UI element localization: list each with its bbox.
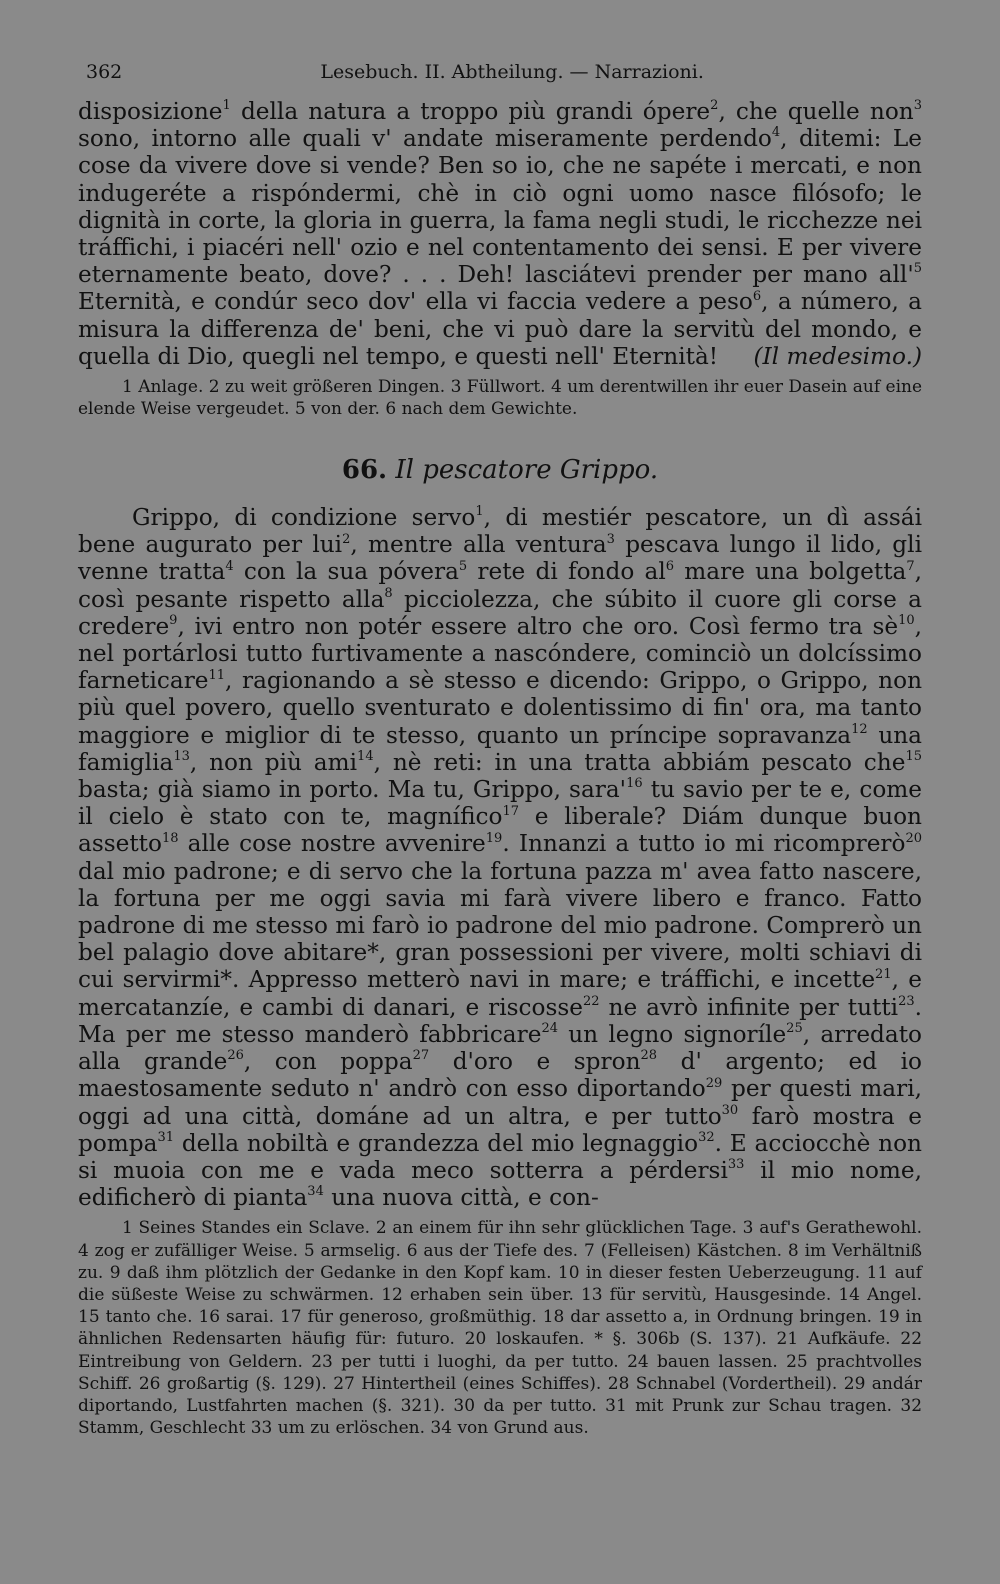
section-heading [78,454,922,486]
footnote-item: * §. 306b (S. 137). [594,1329,767,1350]
note-ref: 3 [606,531,615,547]
text-run: , di mestiér pescatore, un dì assái bene augurato per lui [78,504,922,559]
text-run: , ragionando a sè stesso e dicendo: Grippo, o Grippo, non più quel povero, quello sventurato e dolentissimo di fin' ora, ma tanto maggiore e miglior di te stesso, quanto un príncipe sopravanza [78,667,922,749]
story-paragraph [78,504,922,1211]
footnote-item: 23 per tutti i luoghi, da per tutto. [311,1351,619,1372]
note-ref: 31 [157,1129,175,1145]
note-ref: 15 [905,749,922,765]
footnote-item: 3 auf's Gerathewohl. [742,1218,923,1239]
note-ref: 7 [906,558,915,574]
note-ref: 9 [169,613,178,629]
text-run: . Ma per me stesso manderò fabbricare [78,993,922,1048]
note-ref: 21 [875,966,892,982]
text-run: , ditemi: Le cose da vivere dove si vende? Ben so io, che ne sapéte i mercati, e non indugeréte a rispóndermi, chè in ciò ogni uomo nasce filósofo; le dignità in corte, la gloria in guerra, la fama negli studi, le ricchezze nei tráffichi, i piacéri nell' ozio e nel contentamento dei sensi. E per vivere eternamente beato, dove? . . . Deh! lasciátevi prender per mano all' [78,125,922,289]
footnote-item: 31 mit Prunk zur Schau tragen. [605,1395,893,1416]
note-ref: 13 [173,749,190,765]
text-run: , con poppa [243,1048,413,1076]
footnote-item: 16 sarai. [198,1307,275,1328]
section-title: Il pescatore Grippo. [395,455,659,486]
footnote-item: 9 daß ihm plötzlich der Gedanke in den Kopf kam. [109,1262,552,1283]
note-ref: 4 [771,125,781,141]
note-ref: 18 [161,830,179,846]
text-run: , così pesante rispetto alla [78,558,922,613]
note-ref: 17 [502,803,520,819]
note-ref: 8 [384,585,393,601]
note-ref: 24 [541,1021,558,1037]
note-ref: 1 [222,98,231,114]
footnote-item: 10 in dieser festen Ueberzeugung. [557,1262,861,1283]
note-ref: 28 [640,1048,658,1064]
footnote-item: 19 in ähnlichen Redensarten häufig für: futuro. [78,1307,923,1350]
text-run: Grippo, di condizione servo [132,504,476,532]
footnotes [78,1217,922,1439]
note-ref: 19 [485,830,503,846]
note-ref: 27 [412,1048,430,1064]
footnote-item: 7 (Felleisen) Kästchen. [583,1240,783,1261]
text-run: una nuova città, e con- [323,1184,599,1212]
footnote-item: 29 andár diportando, Lustfahrten machen (§. 321). [78,1373,923,1416]
text-run: . E acciocchè non si muoia con me e vada meco sotterra a pérdersi [78,1129,922,1184]
text-run: e liberale? Diám dunque buon assetto [78,803,922,858]
text-run: pescava lungo il lido, gli venne tratta [78,531,922,586]
text-run: della nobiltà e grandezza del mio legnaggio [174,1129,699,1157]
note-ref: 20 [905,830,923,846]
note-ref: 1 [475,504,484,520]
text-run: farò mostra e pompa [78,1102,922,1157]
text-run: rete di fondo al [467,558,666,586]
note-ref: 4 [225,558,234,574]
footnote-item: 33 um zu erlöschen. [250,1418,425,1439]
note-ref: 6 [752,288,762,304]
note-item: 2 zu weit größeren Dingen. [208,377,446,398]
text-run: disposizione [78,98,223,125]
note-ref: 6 [665,558,675,574]
footnote-item: 13 für servitù, Hausgesinde. [580,1284,832,1305]
text-run: . Innanzi a tutto io mi ricomprerò [502,830,906,858]
text-run: una famiglia [78,721,923,776]
footnote-item: 15 tanto che. [78,1307,193,1328]
footnote-item: 18 dar assetto a, in Ordnung bringen. [542,1307,873,1328]
note-ref: 29 [705,1075,723,1091]
footnote-item: 27 Hintertheil (eines Schiffes). [333,1373,602,1394]
text-run: per questi mari, oggi ad una città, dománe ad un altra, e per tutto [78,1075,922,1130]
text-run: Eternità, e condúr seco dov' ella vi faccia vedere a peso [78,288,753,316]
note-item: 6 nach dem Gewichte. [385,399,578,420]
footnote-item: 5 armselig. [303,1240,401,1261]
note-ref: 16 [626,776,643,792]
text-run: della natura a troppo più grandi ópere [230,98,711,125]
note-ref: 5 [458,558,468,574]
footnote-item: 11 auf die süßeste Weise zu schwärmen. [78,1262,922,1305]
note-ref: 22 [583,993,600,1009]
footnote-item: 21 Aufkäufe. [776,1329,891,1350]
note-ref: 10 [898,613,915,629]
footnote-item: 17 für generoso, großmüthig. [279,1307,537,1328]
footnote-item: 22 Eintreibung von Geldern. [78,1329,923,1372]
footnote-item: 24 bauen lassen. [627,1351,778,1372]
running-title: Lesebuch. II. Abtheilung. — Narrazioni. [320,61,704,83]
footnote-item: 20 loskaufen. [464,1329,585,1350]
text-run: d'oro e spron [429,1048,641,1076]
note-ref: 3 [913,98,922,114]
text-run: il mio nome, edificherò di pianta [78,1156,923,1212]
running-header [78,60,922,84]
footnote-item: 8 im Verhältniß zu. [78,1240,922,1283]
note-item: 1 Anlage. [122,377,204,398]
text-run: con la sua póvera [233,558,459,586]
note-ref: 2 [710,98,719,114]
note-ref: 2 [342,531,351,547]
text-run: picciolezza, che súbito il cuore gli corse a credere [78,585,922,640]
top-notes [78,376,922,420]
note-ref: 32 [698,1129,715,1145]
text-run: dal mio padrone; e di servo che la fortuna pazza m' avea fatto nascere, la fortuna per me oggi savia mi farà vivere libero e franco. Fatto padrone di me stesso mi farò io padrone del mio padrone. Comprerò un bel palagio dove abitare*, gran possessioni per vivere, molti schiavi di cui servirmi*. Appresso metterò navi in mare; e tráffichi, e incette [78,857,922,994]
footnote-item: 1 Seines Standes ein Sclave. [122,1218,371,1239]
footnote-item: 30 da per tutto. [453,1395,597,1416]
text-run: un legno signoríle [557,1020,787,1048]
text-run: tu savio per te e, come il cielo è stato con te, magnífico [78,776,922,831]
text-run: , nè reti: in una tratta abbiám pescato che [373,748,906,776]
section-number: 66. [341,455,388,486]
note-ref: 12 [851,721,868,737]
footnote-item: 28 Schnabel (Vordertheil). [607,1373,838,1394]
text-run: , non più ami [189,748,358,776]
footnote-item: 32 Stamm, Geschlecht [78,1395,923,1439]
text-run: alle cose nostre avvenire [178,830,486,858]
note-ref: 11 [208,667,226,683]
text-run: d' argento; ed io maestosamente seduto n' andrò con esso diportando [78,1048,923,1103]
text-run: sono, intorno alle quali v' andate miseramente perdendo [78,125,772,153]
footnote-item: 25 prachtvolles Schiff. [78,1351,923,1394]
text-run: , che quelle non [718,98,914,125]
note-ref: 14 [357,749,374,765]
page-number: 362 [86,61,123,83]
footnote-item: 14 Angel. [838,1284,923,1305]
footnote-item: 4 zog er zufälliger Weise. [78,1240,298,1261]
attribution: (Il medesimo.) [753,342,922,370]
note-item: 3 Füllwort. [450,377,546,398]
text-run: basta; già siamo in porto. Ma tu, Grippo, sara' [78,776,627,804]
text-run: ne avrò infinite per tutti [599,993,899,1021]
text-run: mare una bolgetta [674,558,907,586]
footnote-item: 12 erhaben sein über. [381,1284,574,1305]
note-ref: 23 [898,993,915,1009]
note-ref: 5 [913,261,922,277]
note-ref: 25 [786,1021,803,1037]
note-item: 4 um derentwillen ihr euer Dasein auf eine elende Weise vergeudet. [78,377,923,420]
footnote-item: 26 großartig (§. 129). [138,1373,327,1394]
top-paragraph [78,98,922,370]
footnote-item: 2 an einem für ihn sehr glücklichen Tage. [375,1218,737,1239]
note-ref: 30 [721,1102,739,1118]
note-item: 5 von der. [294,399,380,420]
text-run: , e mercatanzíe, e cambi di danari, e riscosse [78,966,923,1021]
note-ref: 33 [727,1157,745,1173]
text-run: , mentre alla ventura [350,531,607,559]
text-run: , a número, a misura la differenza de' beni, che vi può dare la servitù del mondo, e quella di Dio, quegli nel tempo, e questi nell' Eternità! [78,288,922,370]
footnote-item: 34 von Grund aus. [430,1418,589,1439]
text-run: , arredato alla grande [78,1020,922,1076]
footnote-item: 6 aus der Tiefe des. [406,1240,579,1261]
text-run: , ivi entro non potér essere altro che oro. Così fermo tra sè [177,612,899,640]
note-ref: 34 [307,1184,324,1200]
text-run: , nel portárlosi tutto furtivamente a nascóndere, cominciò un dolcíssimo farneticare [78,612,922,695]
note-ref: 26 [227,1048,244,1064]
